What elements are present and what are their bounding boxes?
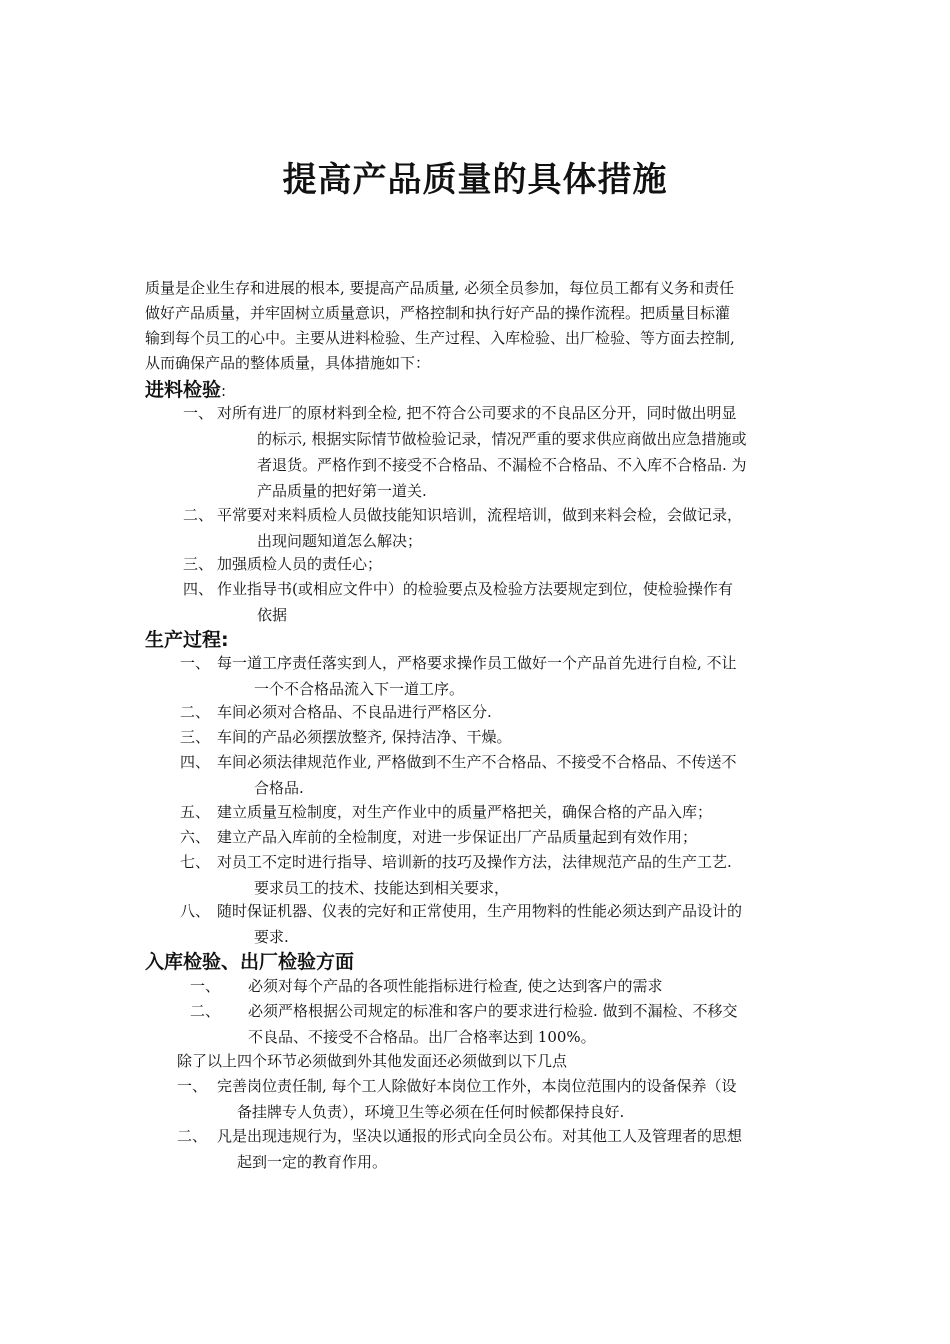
intro-paragraph	[145, 276, 810, 376]
item-line: 的标示, 根据实际情节做检验记录，情况严重的要求供应商做出应急措施或	[257, 430, 747, 448]
item-number: 五、	[180, 803, 211, 821]
section-heading-warehouse: 入库检验、出厂检验方面	[145, 951, 355, 973]
section-heading-production: 生产过程:	[145, 629, 229, 651]
item-number: 一、	[190, 977, 221, 995]
item-line: 出现问题知道怎么解决；	[257, 532, 423, 550]
item-line: 完善岗位责任制, 每个工人除做好本岗位工作外，本岗位范围内的设备保养（设	[217, 1077, 737, 1095]
item-line: 者退货。严格作到不接受不合格品、不漏检不合格品、不入库不合格品. 为	[257, 456, 747, 474]
item-number: 四、	[183, 580, 214, 598]
intro-line: 输到每个员工的心中。主要从进料检验、生产过程、入库检验、出厂检验、等方面去控制,	[145, 329, 735, 347]
item-line: 合格品.	[254, 779, 304, 797]
item-number: 一、	[183, 404, 214, 422]
item-line: 加强质检人员的责任心；	[217, 555, 383, 573]
item-line: 要求员工的技术、技能达到相关要求，	[254, 879, 510, 897]
item-line: 车间必须对合格品、不良品进行严格区分.	[217, 703, 492, 721]
item-number: 三、	[180, 728, 211, 746]
item-line: 对员工不定时进行指导、培训新的技巧及操作方法，法律规范产品的生产工艺.	[217, 853, 732, 871]
item-number: 二、	[190, 1002, 221, 1020]
item-line: 必须对每个产品的各项性能指标进行检查, 使之达到客户的需求	[248, 977, 663, 995]
heading-text: 进料检验	[145, 379, 222, 401]
item-line: 必须严格根据公司规定的标准和客户的要求进行检验. 做到不漏检、不移交	[248, 1002, 738, 1020]
item-line: 要求.	[254, 928, 289, 946]
item-line: 车间的产品必须摆放整齐, 保持洁净、干燥。	[217, 728, 512, 746]
item-line: 对所有进厂的原材料到全检, 把不符合公司要求的不良品区分开，同时做出明显	[217, 404, 737, 422]
item-line: 车间必须法律规范作业, 严格做到不生产不合格品、不接受不合格品、不传送不	[217, 753, 737, 771]
item-number: 六、	[180, 828, 211, 846]
item-line: 随时保证机器、仪表的完好和正常使用，生产用物料的性能必须达到产品设计的	[217, 902, 743, 920]
section-heading-incoming	[145, 375, 226, 402]
item-line: 建立产品入库前的全检制度，对进一步保证出厂产品质量起到有效作用；	[217, 828, 698, 846]
heading-colon: :	[221, 382, 227, 400]
item-line: 建立质量互检制度，对生产作业中的质量严格把关，确保合格的产品入库；	[217, 803, 713, 821]
item-number: 八、	[180, 902, 211, 920]
item-number: 七、	[180, 853, 211, 871]
item-number: 三、	[183, 555, 214, 573]
item-line: 平常要对来料质检人员做技能知识培训，流程培训，做到来料会检，会做记录，	[217, 506, 743, 524]
intro-line: 从而确保产品的整体质量，具体措施如下：	[145, 354, 431, 372]
item-line: 作业指导书(或相应文件中）的检验要点及检验方法要规定到位，使检验操作有	[217, 580, 733, 598]
item-line: 备挂牌专人负责），环境卫生等必须在任何时候都保持良好.	[237, 1103, 625, 1121]
item-number: 四、	[180, 753, 211, 771]
item-number: 二、	[177, 1127, 208, 1145]
item-line: 依据	[257, 606, 288, 624]
extra-note: 除了以上四个环节必须做到外其他发面还必须做到以下几点	[177, 1052, 568, 1070]
item-number: 二、	[180, 703, 211, 721]
item-number: 一、	[180, 654, 211, 672]
item-line: 一个不合格品流入下一道工序。	[254, 680, 465, 698]
item-line: 起到一定的教育作用。	[237, 1153, 388, 1171]
item-number: 二、	[183, 506, 214, 524]
item-line: 凡是出现违规行为，坚决以通报的形式向全员公布。对其他工人及管理者的思想	[217, 1127, 743, 1145]
item-number: 一、	[177, 1077, 208, 1095]
intro-line: 做好产品质量，并牢固树立质量意识，严格控制和执行好产品的操作流程。把质量目标灌	[145, 304, 731, 322]
item-line: 每一道工序责任落实到人，严格要求操作员工做好一个产品首先进行自检, 不让	[217, 654, 737, 672]
item-line: 不良品、不接受不合格品。出厂合格率达到 100%。	[248, 1028, 596, 1046]
intro-line: 质量是企业生存和进展的根本, 要提高产品质量, 必须全员参加，每位员工都有义务和责任	[145, 279, 735, 297]
document-title: 提高产品质量的具体措施	[282, 160, 668, 200]
item-line: 产品质量的把好第一道关.	[257, 482, 427, 500]
